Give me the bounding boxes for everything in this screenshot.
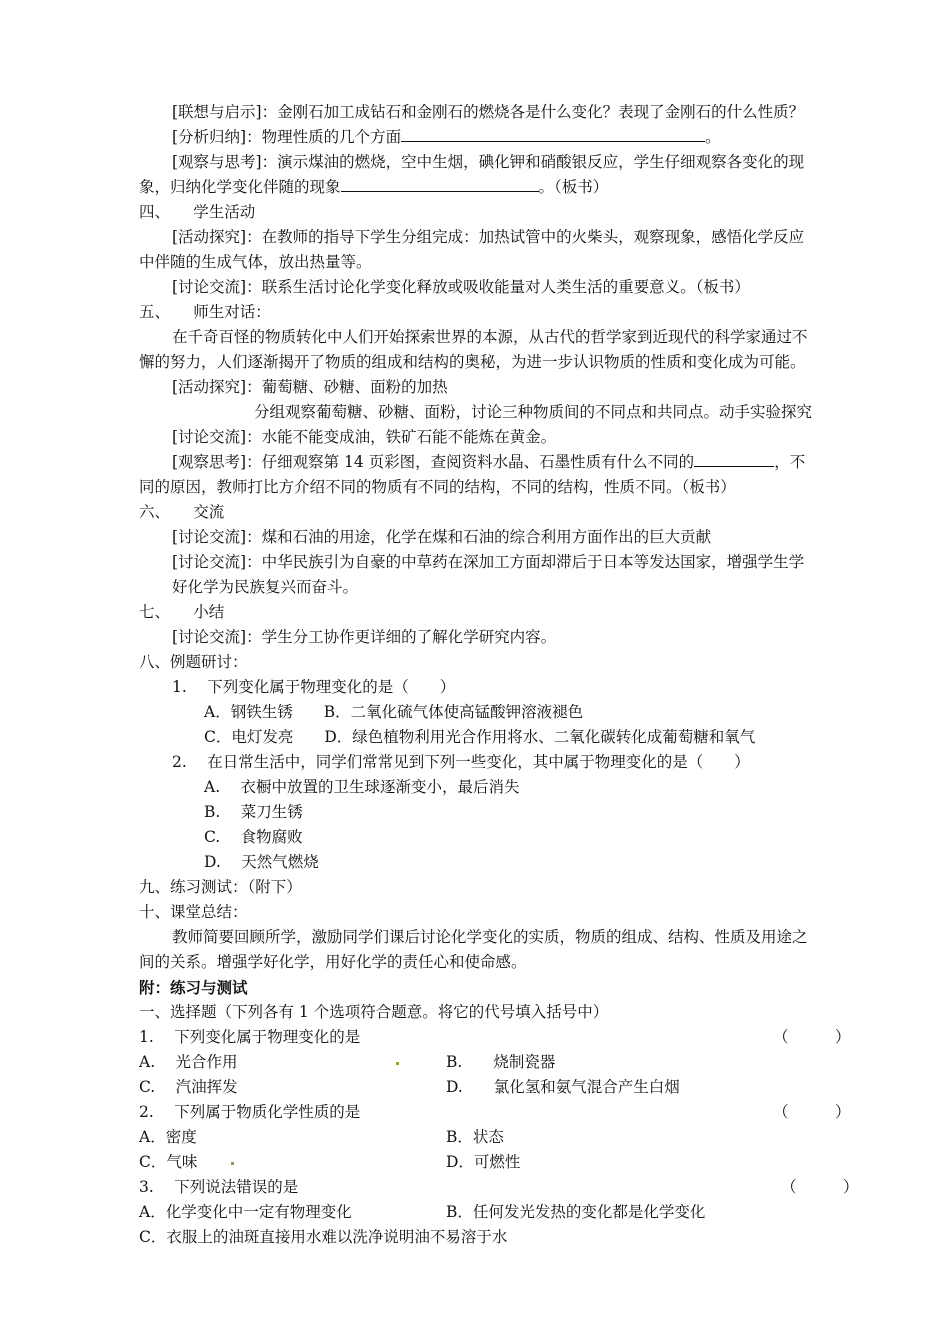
analysis-end: 。 [705, 128, 721, 146]
appendix-title: 附：练习与测试 [139, 978, 248, 997]
example-2-option-c: C. 食物腐败 [204, 828, 303, 846]
test-1-option-a: A. 光合作用 [139, 1053, 238, 1071]
test-2-option-a: A．密度 [139, 1128, 197, 1146]
test-2-option-d: D．可燃性 [446, 1153, 521, 1171]
example-1-options-ab: A．钢铁生锈 B．二氧化硫气体使高锰酸钾溶液褪色 [204, 703, 584, 721]
activity-line-2: [活动探究]：葡萄糖、砂糖、面粉的加热 [172, 378, 448, 396]
section-heading-7: 七、 小结 [139, 603, 225, 621]
discussion-line-4-cont: 好化学为民族复兴而奋斗。 [172, 578, 359, 596]
answer-parentheses: （ ） [773, 1103, 851, 1121]
answer-parentheses: （ ） [781, 1178, 859, 1196]
test-question-3: 3. 下列说法错误的是 [139, 1178, 299, 1196]
discussion-line: [讨论交流]：联系生活讨论化学变化释放或吸收能量对人类生活的重要意义。（板书） [172, 278, 750, 296]
section-heading-6: 六、 交流 [139, 503, 225, 521]
answer-blank [341, 176, 539, 192]
answer-parentheses: （ ） [773, 1028, 851, 1046]
example-2-option-d: D. 天然气燃烧 [204, 853, 319, 871]
association-line: [联想与启示]：金刚石加工成钻石和金刚石的燃烧各是什么变化？表现了金刚石的什么性质？ [172, 103, 805, 121]
test-3-option-c: C．衣服上的油斑直接用水难以洗净说明油不易溶于水 [139, 1228, 508, 1246]
section-heading-10: 十、课堂总结： [139, 903, 248, 921]
test-question-1: 1. 下列变化属于物理变化的是 [139, 1028, 361, 1046]
observe-end: 。（板书） [538, 178, 609, 196]
test-3-option-b: B．任何发光发热的变化都是化学变化 [446, 1203, 706, 1221]
test-2-option-b: B．状态 [446, 1128, 504, 1146]
example-question-1: 1. 下列变化属于物理变化的是（ ） [172, 678, 456, 696]
conclusion-paragraph: 教师简要回顾所学，激励同学们课后讨论化学变化的实质，物质的组成、结构、性质及用途之 [172, 928, 808, 946]
activity-detail: 分组观察葡萄糖、砂糖、面粉，讨论三种物质间的不同点和共同点。动手实验探究 [254, 403, 813, 421]
observe-text: 象，归纳化学变化伴随的现象 [139, 178, 341, 196]
scan-speck [231, 1162, 234, 1165]
conclusion-paragraph-cont: 间的关系。增强学好化学，用好化学的责任心和使命感。 [139, 953, 527, 971]
section-heading-4: 四、 学生活动 [139, 203, 256, 221]
test-3-option-a: A．化学变化中一定有物理变化 [139, 1203, 352, 1221]
test-question-2: 2. 下列属于物质化学性质的是 [139, 1103, 361, 1121]
analysis-text: [分析归纳]：物理性质的几个方面 [172, 128, 402, 146]
scan-speck [396, 1062, 399, 1065]
discussion-line-2: [讨论交流]：水能不能变成油，铁矿石能不能炼在黄金。 [172, 428, 557, 446]
dialogue-paragraph: 在千奇百怪的物质转化中人们开始探索世界的本源，从古代的哲学家到近现代的科学家通过不 [172, 328, 808, 346]
example-1-options-cd: C．电灯发亮 D．绿色植物利用光合作用将水、二氧化碳转化成葡萄糖和氧气 [204, 728, 756, 746]
observe-think-cont: 同的原因，教师打比方介绍不同的物质有不同的结构，不同的结构，性质不同。（板书） [139, 478, 736, 496]
test-1-option-b: B. 烧制瓷器 [446, 1053, 556, 1071]
observe-think-line [172, 450, 805, 475]
observe-think-end: ，不 [774, 453, 806, 471]
answer-blank [694, 451, 774, 467]
section-heading-5: 五、 师生对话： [139, 303, 271, 321]
observe-line: [观察与思考]：演示煤油的燃烧，空中生烟，碘化钾和硝酸银反应，学生仔细观察各变化的现 [172, 153, 805, 171]
activity-line-cont: 中伴随的生成气体，放出热量等。 [139, 253, 372, 271]
observe-line-cont [139, 175, 608, 200]
example-2-option-b: B. 菜刀生锈 [204, 803, 303, 821]
discussion-line-4: [讨论交流]：中华民族引为自豪的中草药在深加工方面却滞后于日本等发达国家，增强学生学 [172, 553, 805, 571]
observe-think-text: [观察思考]：仔细观察第 14 页彩图，查阅资料水晶、石墨性质有什么不同的 [172, 453, 695, 471]
activity-line: [活动探究]：在教师的指导下学生分组完成：加热试管中的火柴头，观察现象，感悟化学反应 [172, 228, 805, 246]
section-heading-8: 八、例题研讨： [139, 653, 248, 671]
dialogue-paragraph-cont: 懈的努力，人们逐渐揭开了物质的组成和结构的奥秘，为进一步认识物质的性质和变化成为可能。 [139, 353, 806, 371]
test-2-option-c: C．气味 [139, 1153, 198, 1171]
example-2-option-a: A. 衣橱中放置的卫生球逐渐变小，最后消失 [204, 778, 520, 796]
test-1-option-c: C. 汽油挥发 [139, 1078, 238, 1096]
example-question-2: 2. 在日常生活中，同学们常常见到下列一些变化，其中属于物理变化的是（ ） [172, 753, 750, 771]
analysis-line [172, 125, 721, 150]
summary-line: [讨论交流]：学生分工协作更详细的了解化学研究内容。 [172, 628, 557, 646]
test-1-option-d: D. 氯化氢和氨气混合产生白烟 [446, 1078, 680, 1096]
choice-section-heading: 一、选择题（下列各有 1 个选项符合题意。将它的代号填入括号中） [139, 1003, 609, 1021]
answer-blank [401, 126, 705, 142]
section-heading-9: 九、练习测试：（附下） [139, 878, 302, 896]
discussion-line-3: [讨论交流]：煤和石油的用途，化学在煤和石油的综合利用方面作出的巨大贡献 [172, 528, 712, 546]
